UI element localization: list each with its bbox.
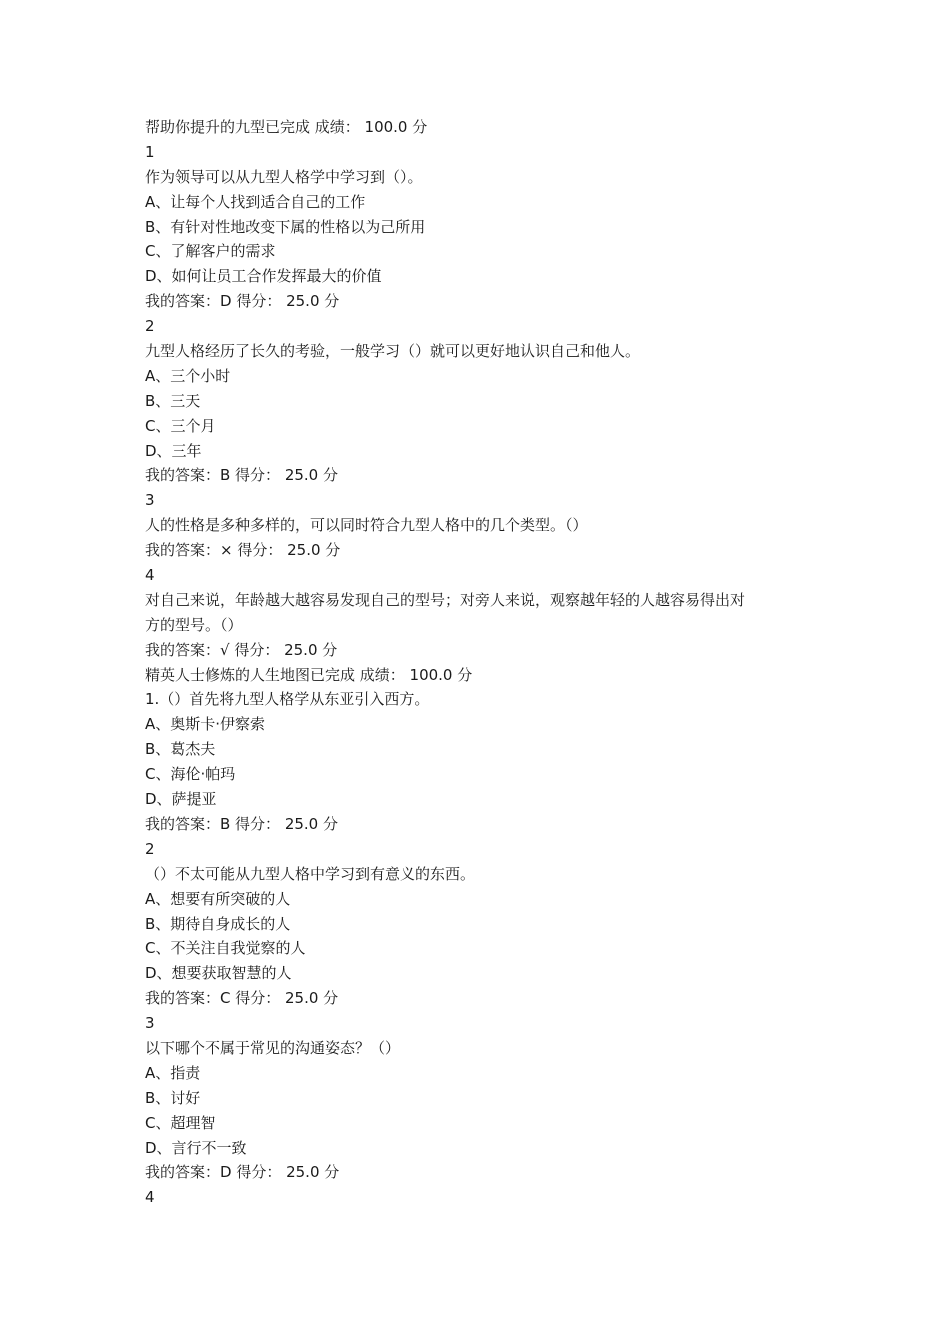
option-c: C、海伦·帕玛: [145, 765, 236, 784]
answer-score: 我的答案：√ 得分： 25.0 分: [145, 640, 338, 659]
question-text: 对自己来说，年龄越大越容易发现自己的型号；对旁人来说，观察越年轻的人越容易得出对: [145, 590, 746, 609]
document-body: [145, 115, 825, 1210]
answer-score: 我的答案：C 得分： 25.0 分: [145, 989, 339, 1008]
answer-score: 我的答案：D 得分： 25.0 分: [145, 1163, 340, 1182]
option-a: A、三个小时: [145, 366, 231, 385]
option-c: C、超理智: [145, 1113, 216, 1132]
option-d: D、言行不一致: [145, 1138, 247, 1157]
question-number: 4: [145, 1188, 155, 1207]
option-c: C、了解客户的需求: [145, 242, 276, 261]
question-text-continued: 方的型号。（）: [145, 615, 243, 634]
option-a: A、指责: [145, 1063, 201, 1082]
option-d: D、如何让员工合作发挥最大的价值: [145, 267, 382, 286]
option-a: A、想要有所突破的人: [145, 889, 291, 908]
answer-score: 我的答案：B 得分： 25.0 分: [145, 814, 338, 833]
question-text: 人的性格是多种多样的，可以同时符合九型人格中的几个类型。（）: [145, 516, 588, 535]
option-d: D、想要获取智慧的人: [145, 964, 292, 983]
option-b: B、期待自身成长的人: [145, 914, 291, 933]
option-c: C、三个月: [145, 416, 216, 435]
question-text: （）不太可能从九型人格中学习到有意义的东西。: [145, 864, 476, 883]
answer-score: 我的答案：× 得分： 25.0 分: [145, 541, 341, 560]
section-header: 精英人士修炼的人生地图已完成 成绩： 100.0 分: [145, 665, 473, 684]
section-header: 帮助你提升的九型已完成 成绩： 100.0 分: [145, 118, 428, 136]
question-text: 以下哪个不属于常见的沟通姿态？（）: [145, 1038, 401, 1057]
answer-score: 我的答案：B 得分： 25.0 分: [145, 466, 338, 485]
question-number: 4: [145, 566, 155, 585]
option-c: C、不关注自我觉察的人: [145, 939, 306, 958]
question-number: 2: [145, 317, 155, 336]
option-b: B、三天: [145, 391, 201, 410]
question-text: 1.（）首先将九型人格学从东亚引入西方。: [145, 690, 430, 709]
option-a: A、让每个人找到适合自己的工作: [145, 192, 366, 211]
question-text: 作为领导可以从九型人格学中学习到（）。: [145, 167, 423, 186]
option-d: D、萨提亚: [145, 790, 217, 809]
option-a: A、奥斯卡·伊察索: [145, 715, 266, 734]
answer-score: 我的答案：D 得分： 25.0 分: [145, 292, 340, 311]
option-b: B、讨好: [145, 1088, 201, 1107]
question-text: 九型人格经历了长久的考验，一般学习（）就可以更好地认识自己和他人。: [145, 342, 641, 361]
question-number: 3: [145, 491, 155, 510]
option-d: D、三年: [145, 441, 202, 460]
option-b: B、葛杰夫: [145, 740, 216, 759]
question-number: 2: [145, 839, 155, 858]
question-number: 1: [145, 142, 155, 161]
question-number: 3: [145, 1014, 155, 1033]
option-b: B、有针对性地改变下属的性格以为己所用: [145, 217, 426, 236]
